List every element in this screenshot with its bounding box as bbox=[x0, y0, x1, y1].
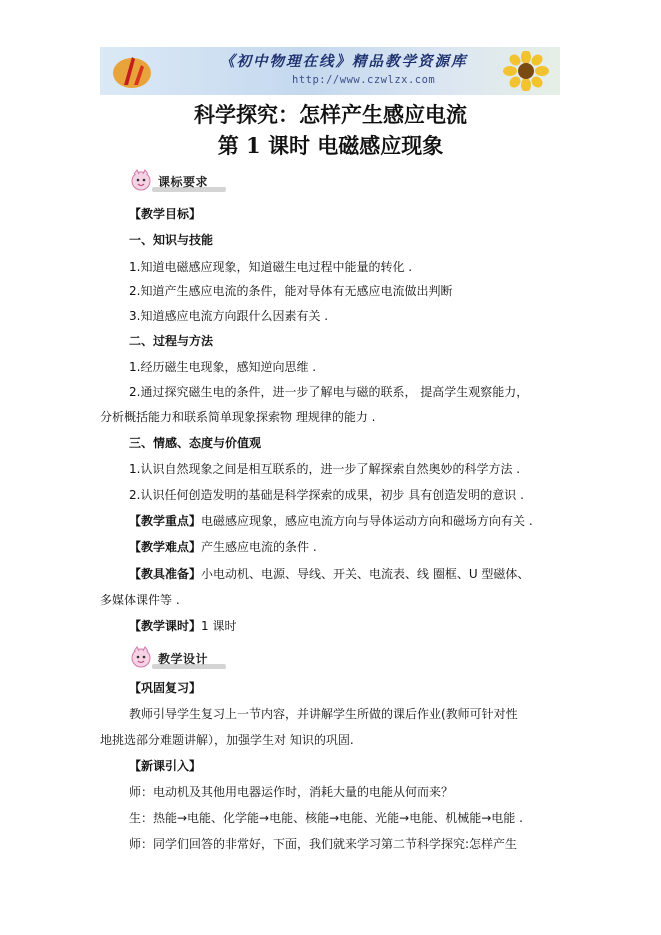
tools-text: 小电动机、电源、导线、开关、电流表、线 圈框、U 型磁体、 bbox=[201, 567, 530, 581]
paragraph: 师：同学们回答的非常好，下面，我们就来学习第二节科学探究:怎样产生 bbox=[129, 837, 518, 851]
paragraph: 2.知道产生感应电流的条件，能对导体有无感应电流做出判断 bbox=[129, 284, 453, 298]
difficulty-label: 【教学难点】 bbox=[129, 540, 202, 554]
difficulty-line bbox=[129, 539, 317, 555]
heading-goals: 【教学目标】 bbox=[129, 207, 202, 221]
key-point-text: 电磁感应现象，感应电流方向与导体运动方向和磁场方向有关 . bbox=[201, 514, 533, 528]
paragraph: 地挑选部分难题讲解），加强学生对 知识的巩固. bbox=[100, 733, 354, 747]
key-point-label: 【教学重点】 bbox=[129, 514, 202, 528]
banner-title: 《初中物理在线》精品教学资源库 bbox=[220, 53, 468, 70]
section-badge-label: 课标要求 bbox=[158, 175, 209, 189]
section-badge-design bbox=[128, 645, 226, 671]
hours-text: 1 课时 bbox=[201, 619, 237, 633]
paragraph: 1.经历磁生电现象，感知逆向思维 . bbox=[129, 360, 317, 374]
key-point-line bbox=[129, 513, 533, 529]
logo-icon bbox=[110, 51, 154, 91]
hours-line bbox=[129, 618, 236, 634]
document-subtitle: 第 1 课时 电磁感应现象 bbox=[217, 133, 444, 158]
section-badge-requirements bbox=[128, 168, 226, 194]
paragraph: 2.认识任何创造发明的基础是科学探索的成果，初步 具有创造发明的意识 . bbox=[129, 488, 524, 502]
heading-knowledge: 一、知识与技能 bbox=[129, 233, 214, 247]
paragraph: 1.知道电磁感应现象，知道磁生电过程中能量的转化 . bbox=[129, 260, 413, 274]
heading-intro: 【新课引入】 bbox=[129, 759, 202, 773]
sunflower-icon bbox=[500, 51, 552, 91]
heading-review: 【巩固复习】 bbox=[129, 681, 202, 695]
tools-line bbox=[129, 566, 529, 582]
paragraph: 教师引导学生复习上一节内容，并讲解学生所做的课后作业(教师可针对性 bbox=[129, 707, 518, 721]
heading-attitude: 三、情感、态度与价值观 bbox=[129, 436, 262, 450]
heading-process: 二、过程与方法 bbox=[129, 334, 214, 348]
section-badge-label: 教学设计 bbox=[158, 652, 209, 666]
banner-url[interactable]: http://www.czwlzx.com bbox=[292, 74, 436, 86]
paragraph: 分析概括能力和联系简单现象探索物 理规律的能力 . bbox=[100, 410, 376, 424]
paragraph: 1.认识自然现象之间是相互联系的，进一步了解探索自然奥妙的科学方法 . bbox=[129, 462, 521, 476]
tools-label: 【教具准备】 bbox=[129, 567, 202, 581]
paragraph: 多媒体课件等 . bbox=[100, 593, 180, 607]
difficulty-text: 产生感应电流的条件 . bbox=[201, 540, 317, 554]
hours-label: 【教学课时】 bbox=[129, 619, 202, 633]
header-banner bbox=[100, 47, 560, 95]
paragraph: 2.通过探究磁生电的条件，进一步了解电与磁的联系， 提高学生观察能力， bbox=[129, 385, 529, 399]
paragraph: 生：热能→电能、化学能→电能、核能→电能、光能→电能、机械能→电能 . bbox=[129, 811, 523, 825]
paragraph: 3.知道感应电流方向跟什么因素有关 . bbox=[129, 309, 329, 323]
document-title: 科学探究：怎样产生感应电流 bbox=[194, 102, 467, 127]
paragraph: 师：电动机及其他用电器运作时，消耗大量的电能从何而来？ bbox=[129, 785, 454, 799]
